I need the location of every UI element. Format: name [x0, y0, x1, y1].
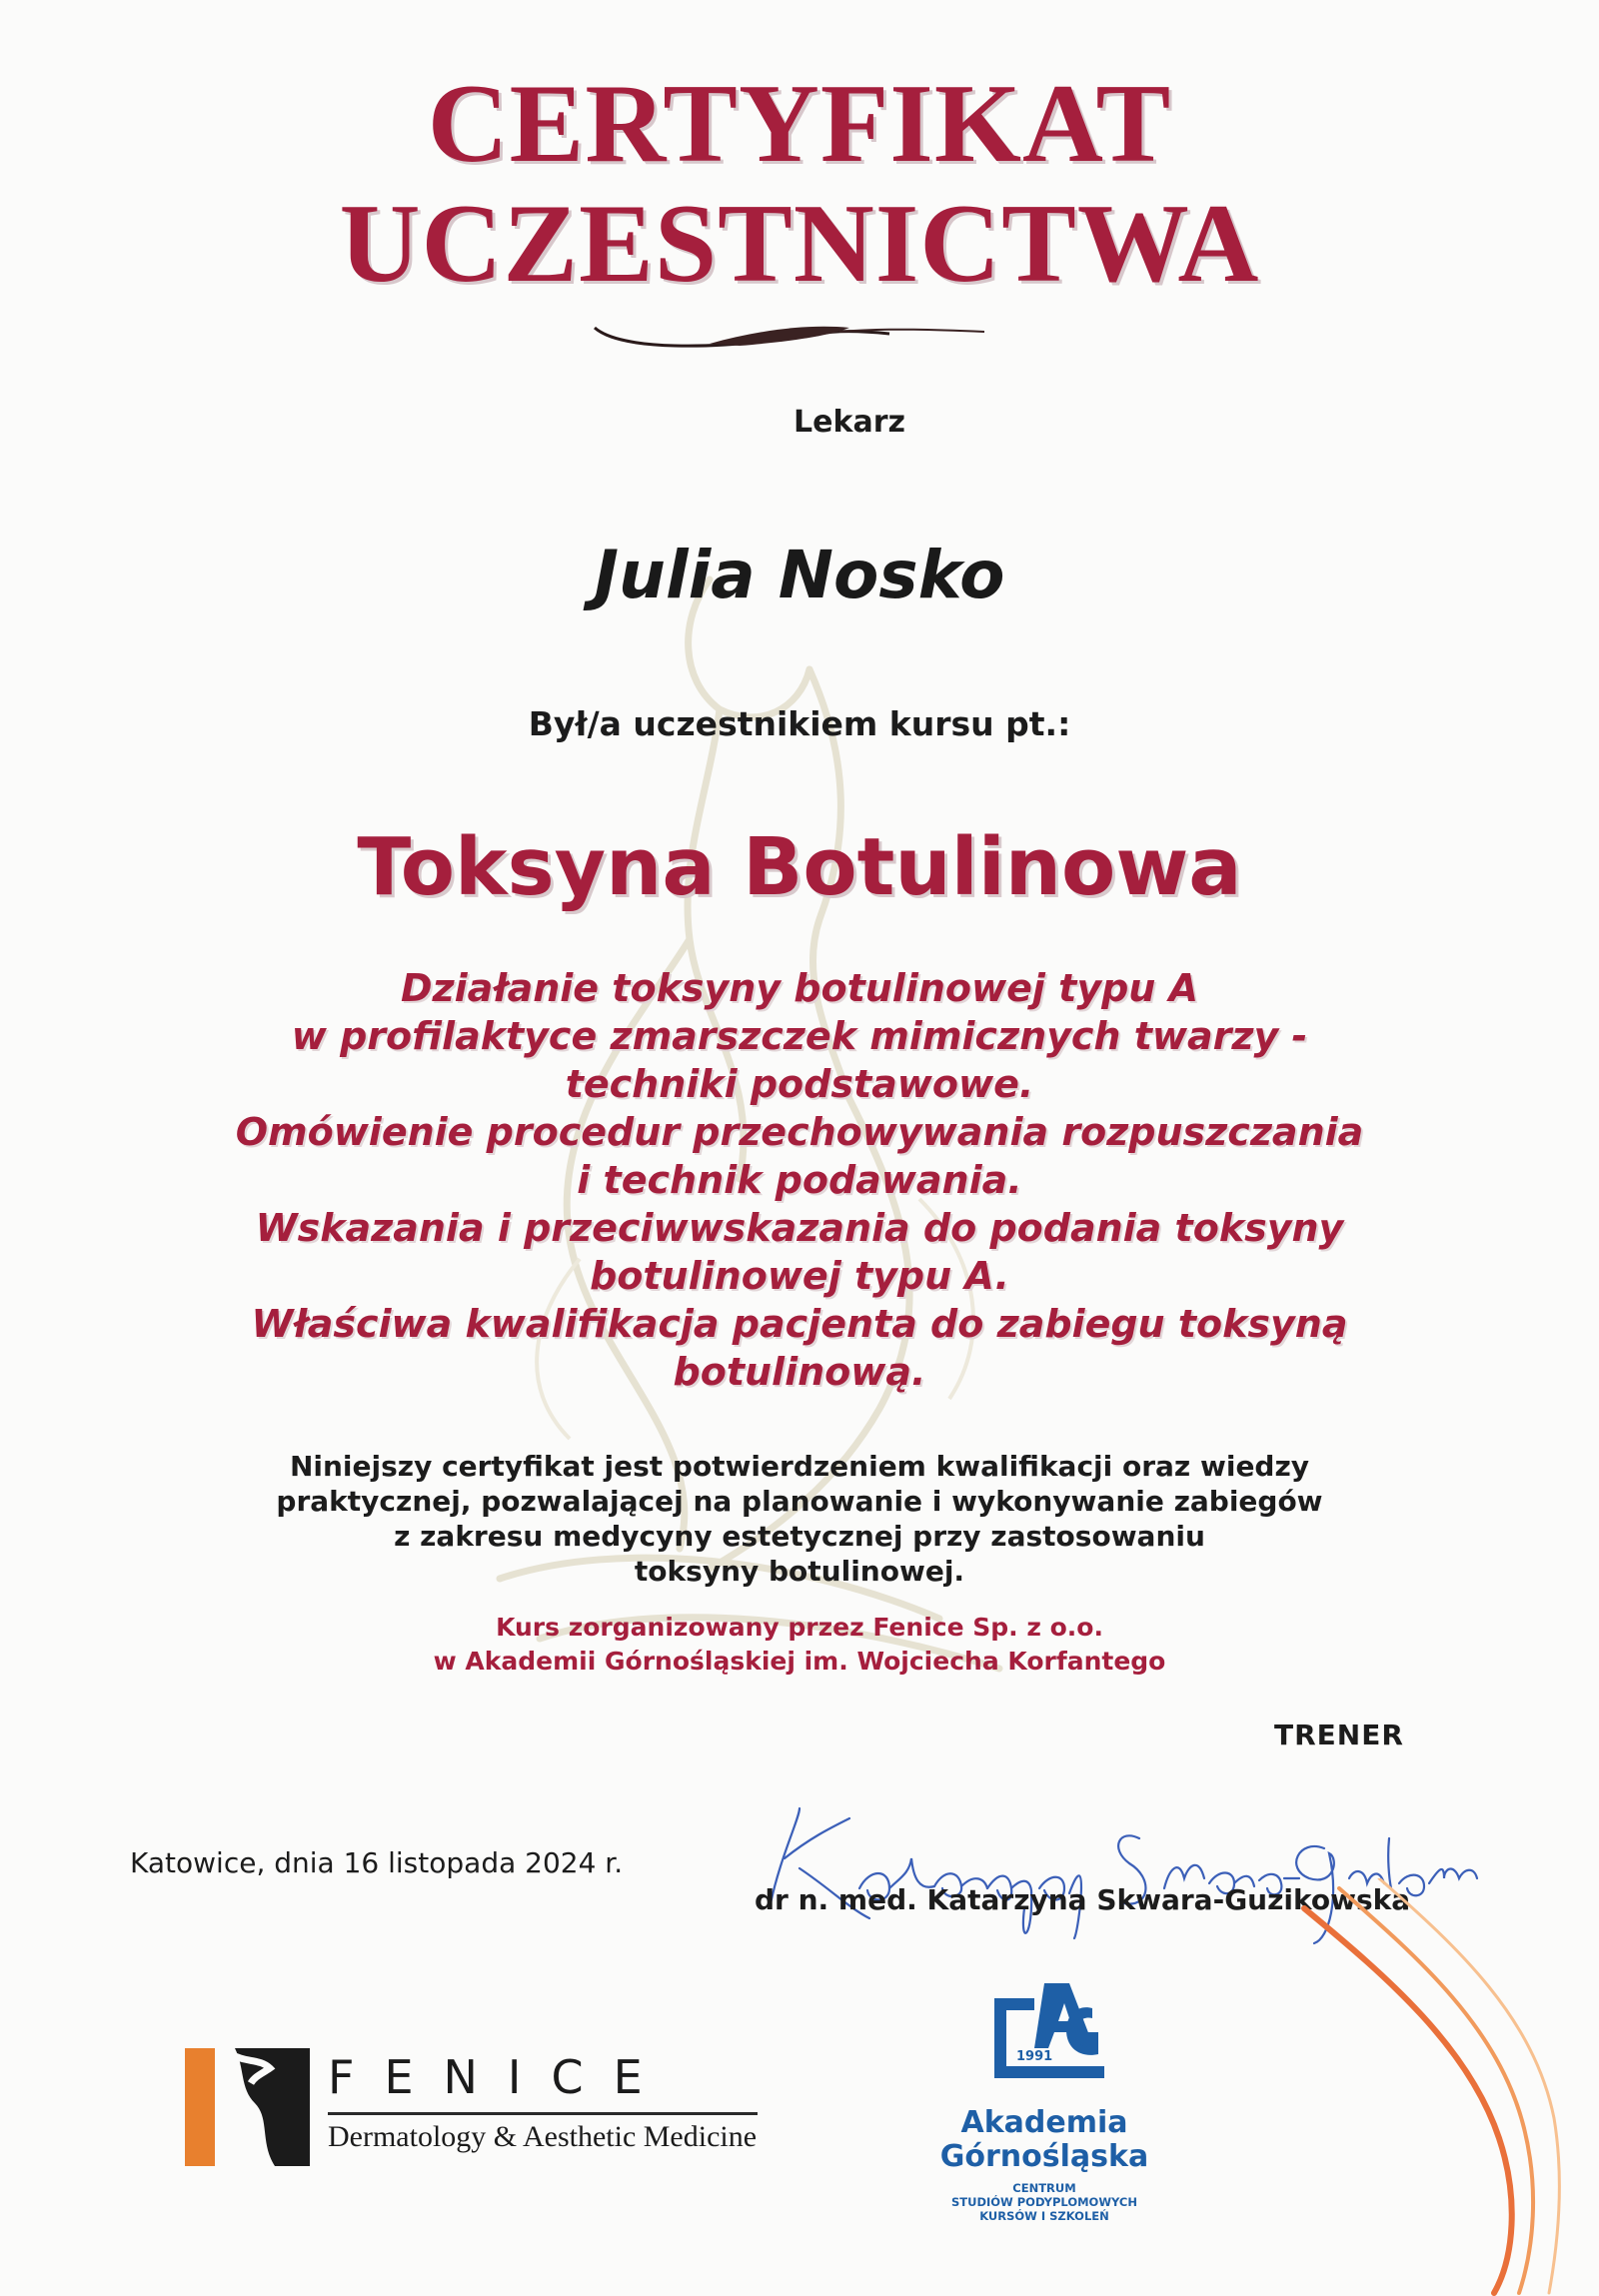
- participation-text: Był/a uczestnikiem kursu pt.:: [528, 704, 1071, 743]
- organizer-line: w Akademii Górnośląskiej im. Wojciecha Korfantego: [433, 1647, 1166, 1676]
- akademia-centrum-line: CENTRUM: [1012, 2181, 1076, 2195]
- course-description-line: Wskazania i przeciwwskazania do podania toksyny: [255, 1206, 1344, 1250]
- akademia-name-line: Akademia: [960, 2105, 1128, 2140]
- akademia-centrum: [904, 2181, 1184, 2223]
- course-description-line: w profilaktyce zmarszczek mimicznych twarzy -: [291, 1014, 1308, 1058]
- fenice-divider: [328, 2112, 758, 2115]
- fenice-tagline: Dermatology & Aesthetic Medicine: [328, 2120, 758, 2153]
- certificate-title-line-2: UCZESTNICTWA: [339, 182, 1260, 306]
- course-description-line: botulinowej typu A.: [590, 1254, 1009, 1298]
- fenice-name: FENICE: [328, 2050, 673, 2104]
- statement-line: z zakresu medycyny estetycznej przy zastosowaniu: [394, 1520, 1205, 1553]
- course-description-line: Omówienie procedur przechowywania rozpuszczania: [235, 1110, 1364, 1154]
- course-description-line: botulinową.: [673, 1350, 926, 1394]
- organizer-line: Kurs zorganizowany przez Fenice Sp. z o.o.: [496, 1613, 1103, 1642]
- ag-year: 1991: [1016, 2049, 1053, 2064]
- participant-name: Julia Nosko: [594, 537, 1005, 613]
- course-description: [0, 964, 1599, 1396]
- certificate-title-line-1: CERTYFIKAT: [427, 62, 1172, 186]
- course-title: Toksyna Botulinowa: [357, 821, 1242, 913]
- trainer-name: dr n. med. Katarzyna Skwara-Guzikowska: [755, 1883, 1411, 1916]
- course-description-line: Właściwa kwalifikacja pacjenta do zabiegu toksyną: [251, 1302, 1348, 1346]
- statement-line: toksyny botulinowej.: [634, 1555, 965, 1588]
- course-description-line: techniki podstawowe.: [565, 1062, 1034, 1106]
- statement-line: praktycznej, pozwalającej na planowanie i wykonywanie zabiegów: [276, 1485, 1323, 1518]
- akademia-centrum-line: KURSÓW I SZKOLEŃ: [979, 2209, 1109, 2223]
- trainer-label: TRENER: [1274, 1719, 1404, 1751]
- fenice-logo: [185, 2048, 760, 2168]
- statement-line: Niniejszy certyfikat jest potwierdzeniem kwalifikacji oraz wiedzy: [289, 1450, 1310, 1483]
- course-organizer: [0, 1611, 1599, 1679]
- decorative-swoosh: [1299, 1878, 1599, 2296]
- akademia-ag-logo: [974, 1978, 1114, 2090]
- akademia-name: [904, 2106, 1184, 2174]
- certification-statement: [0, 1449, 1599, 1589]
- participant-role: Lekarz: [794, 405, 905, 440]
- course-description-line: i technik podawania.: [577, 1158, 1022, 1202]
- akademia-centrum-line: STUDIÓW PODYPLOMOWYCH: [950, 2195, 1137, 2209]
- course-description-line: Działanie toksyny botulinowej typu A: [401, 966, 1198, 1010]
- title-flourish-divider: [590, 310, 989, 360]
- fenice-figure-icon: [185, 2048, 310, 2166]
- place-and-date: Katowice, dnia 16 listopada 2024 r.: [130, 1846, 624, 1879]
- akademia-name-line: Górnośląska: [939, 2139, 1149, 2174]
